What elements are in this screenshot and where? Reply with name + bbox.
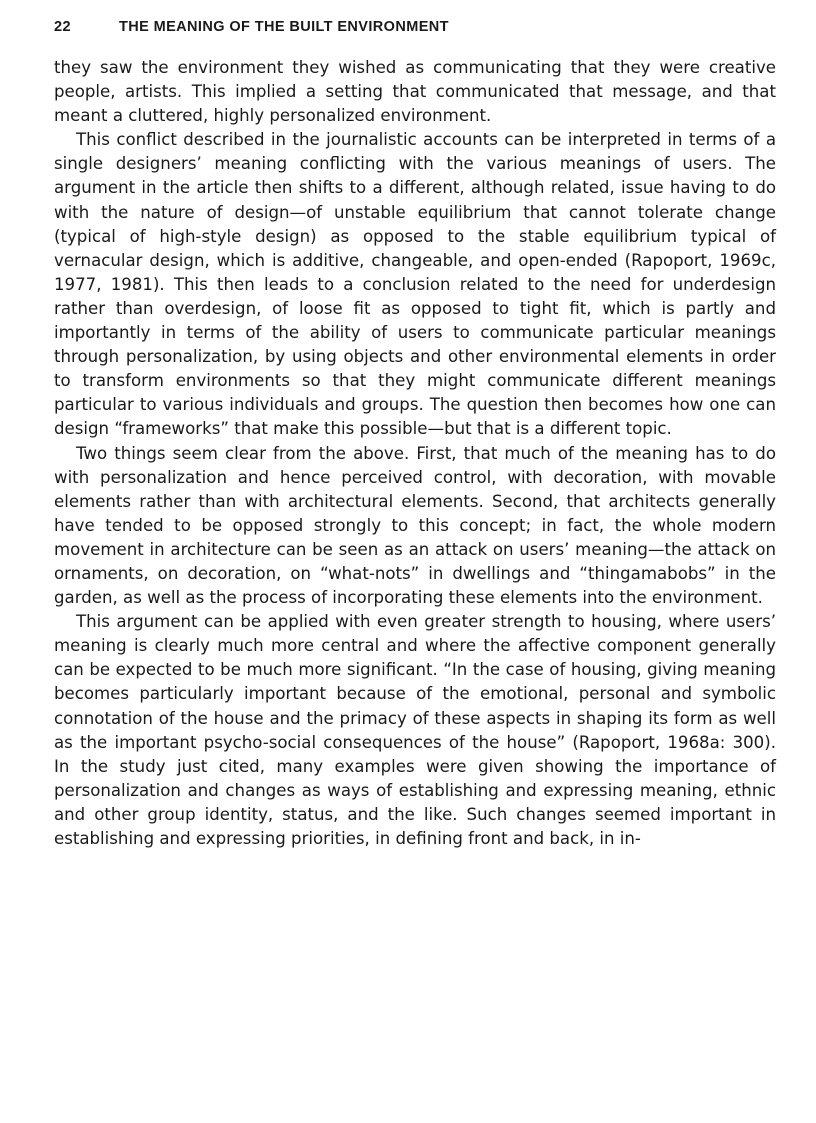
paragraph: This argument can be applied with even greater strength to housing, where users’ meaning is clearly much more central and where the affective component generally can be expected to be much more significant. “In the case of housing, giving meaning becomes particularly important because of the emotional, personal and symbolic connotation of the house and the primacy of these aspects in shaping its form as well as the important psycho-social consequences of the house” (Rapoport, 1968a: 300). In the study just cited, many examples were given showing the importance of personalization and changes as ways of establishing and expressing meaning, ethnic and other group identity, status, and the like. Such changes seemed important in establishing and expressing priorities, in defining front and back, in in- (54, 612, 776, 848)
page-number: 22 (54, 19, 71, 35)
paragraph: Two things seem clear from the above. First, that much of the meaning has to do with personalization and hence perceived control, with decoration, with movable elements rather than with architectural elements. Second, that architects generally have tended to be opposed strongly to this concept; in fact, the whole modern movement in architecture can be seen as an attack on users’ meaning—the attack on ornaments, on decoration, on “what-nots” in dwellings and “thingamabobs” in the garden, as well as the process of incorporating these elements into the environment. (54, 443, 776, 608)
paragraph: This conflict described in the journalistic accounts can be interpreted in terms of a single designers’ meaning conflicting with the various meanings of users. The argument in the article then shifts to a different, although related, issue having to do with the nature of design—of unstable equilibrium that cannot tolerate change (typical of high-style design) as opposed to the stable equilibrium typical of vernacular design, which is additive, changeable, and open-ended (Rapoport, 1969c, 1977, 1981). This then leads to a conclusion related to the need for underdesign rather than overdesign, of loose fit as opposed to tight fit, which is partly and importantly in terms of the ability of users to communicate particular meanings through personalization, by using objects and other environmental elements in order to transform environments so that they might communicate different meanings particular to various individuals and groups. The question then becomes how one can design “frameworks” that make this possible—but that is a different topic. (54, 130, 776, 439)
running-title: THE MEANING OF THE BUILT ENVIRONMENT (119, 19, 449, 35)
body-text (54, 56, 776, 851)
running-header (54, 16, 776, 38)
book-page (54, 16, 776, 851)
paragraph-continued: they saw the environment they wished as communicating that they were creative people, artists. This implied a setting that communicated that message, and that meant a cluttered, highly personalized environment. (54, 58, 776, 126)
